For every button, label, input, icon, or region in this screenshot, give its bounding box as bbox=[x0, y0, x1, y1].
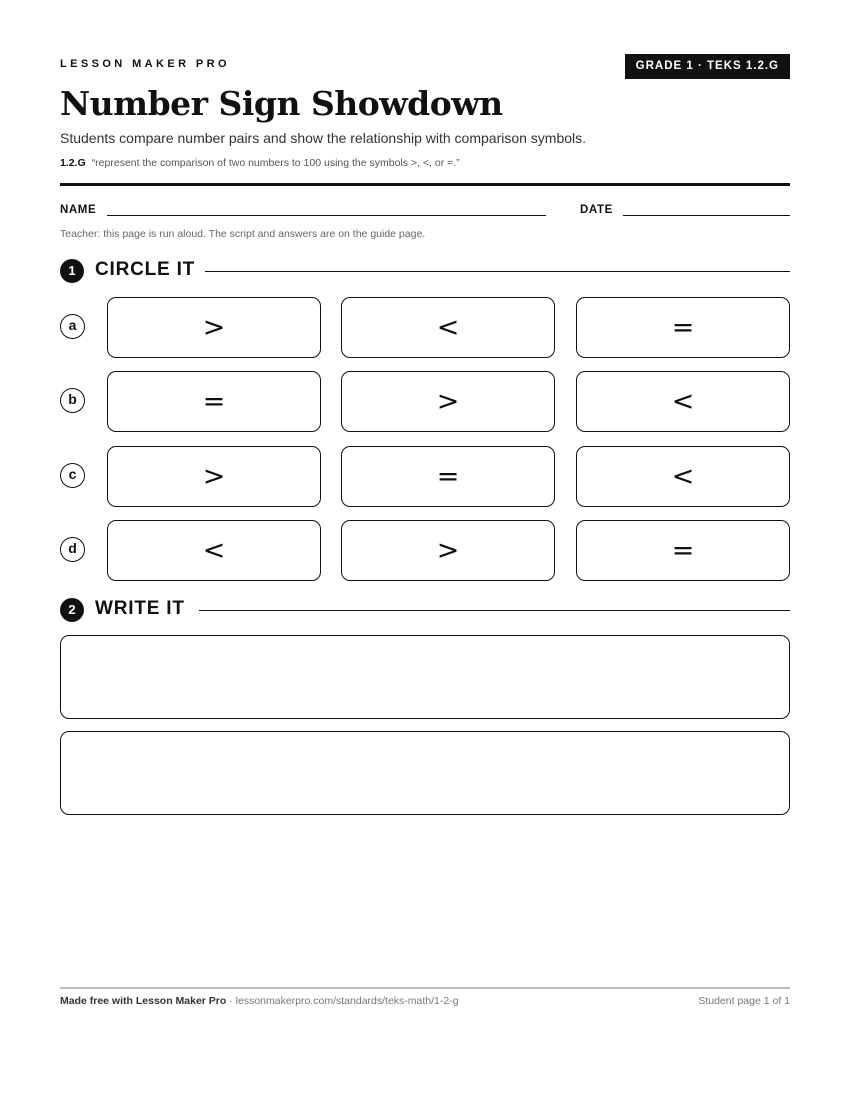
page-title: Number Sign Showdown bbox=[60, 84, 503, 123]
choice-box[interactable]: > bbox=[107, 446, 321, 507]
teacher-note: Teacher: this page is run aloud. The script and answers are on the guide page. bbox=[60, 228, 426, 240]
footer-credit bbox=[60, 995, 459, 1007]
choice-box[interactable]: > bbox=[341, 371, 555, 432]
standard-text: “represent the comparison of two numbers to 100 using the symbols >, <, or =.” bbox=[91, 157, 460, 169]
row-letter: b bbox=[60, 388, 85, 413]
footer-url[interactable]: · lessonmakerpro.com/standards/teks-math/1-2-g bbox=[229, 995, 459, 1007]
footer-page-number: Student page 1 of 1 bbox=[698, 995, 790, 1007]
section-number: 2 bbox=[60, 598, 84, 622]
worksheet-page bbox=[60, 0, 790, 1100]
section-circle-it bbox=[60, 258, 790, 284]
question-row-c bbox=[60, 446, 790, 508]
row-letter: c bbox=[60, 463, 85, 488]
section-number: 1 bbox=[60, 259, 84, 283]
choice-box[interactable]: = bbox=[341, 446, 555, 507]
header-divider bbox=[60, 183, 790, 186]
choice-box[interactable]: > bbox=[107, 297, 321, 358]
row-letter: a bbox=[60, 314, 85, 339]
standard-statement bbox=[60, 157, 460, 169]
date-label: DATE bbox=[580, 204, 613, 216]
name-label: NAME bbox=[60, 204, 97, 216]
standard-code: 1.2.G bbox=[60, 157, 86, 169]
choice-box[interactable]: < bbox=[576, 371, 790, 432]
row-letter: d bbox=[60, 537, 85, 562]
question-row-d bbox=[60, 520, 790, 582]
brand-name: LESSON MAKER PRO bbox=[60, 58, 230, 70]
choice-box[interactable]: > bbox=[341, 520, 555, 581]
question-row-a bbox=[60, 297, 790, 359]
choice-box[interactable]: < bbox=[576, 446, 790, 507]
name-field[interactable] bbox=[107, 215, 546, 216]
choice-box[interactable]: = bbox=[107, 371, 321, 432]
section-divider bbox=[205, 271, 790, 272]
section-title: CIRCLE IT bbox=[95, 259, 196, 280]
section-divider bbox=[199, 610, 790, 611]
page-subtitle: Students compare number pairs and show the relationship with comparison symbols. bbox=[60, 130, 587, 146]
choice-box[interactable]: < bbox=[107, 520, 321, 581]
footer-divider bbox=[60, 987, 790, 989]
choice-box[interactable]: < bbox=[341, 297, 555, 358]
question-row-b bbox=[60, 371, 790, 433]
write-answer-box[interactable] bbox=[60, 731, 790, 815]
section-title: WRITE IT bbox=[95, 598, 185, 619]
footer-made-with: Made free with Lesson Maker Pro bbox=[60, 995, 227, 1007]
section-write-it bbox=[60, 597, 790, 623]
choice-box[interactable]: = bbox=[576, 297, 790, 358]
grade-badge: GRADE 1 · TEKS 1.2.G bbox=[625, 54, 790, 79]
write-answer-box[interactable] bbox=[60, 635, 790, 719]
choice-box[interactable]: = bbox=[576, 520, 790, 581]
date-field[interactable] bbox=[623, 215, 790, 216]
